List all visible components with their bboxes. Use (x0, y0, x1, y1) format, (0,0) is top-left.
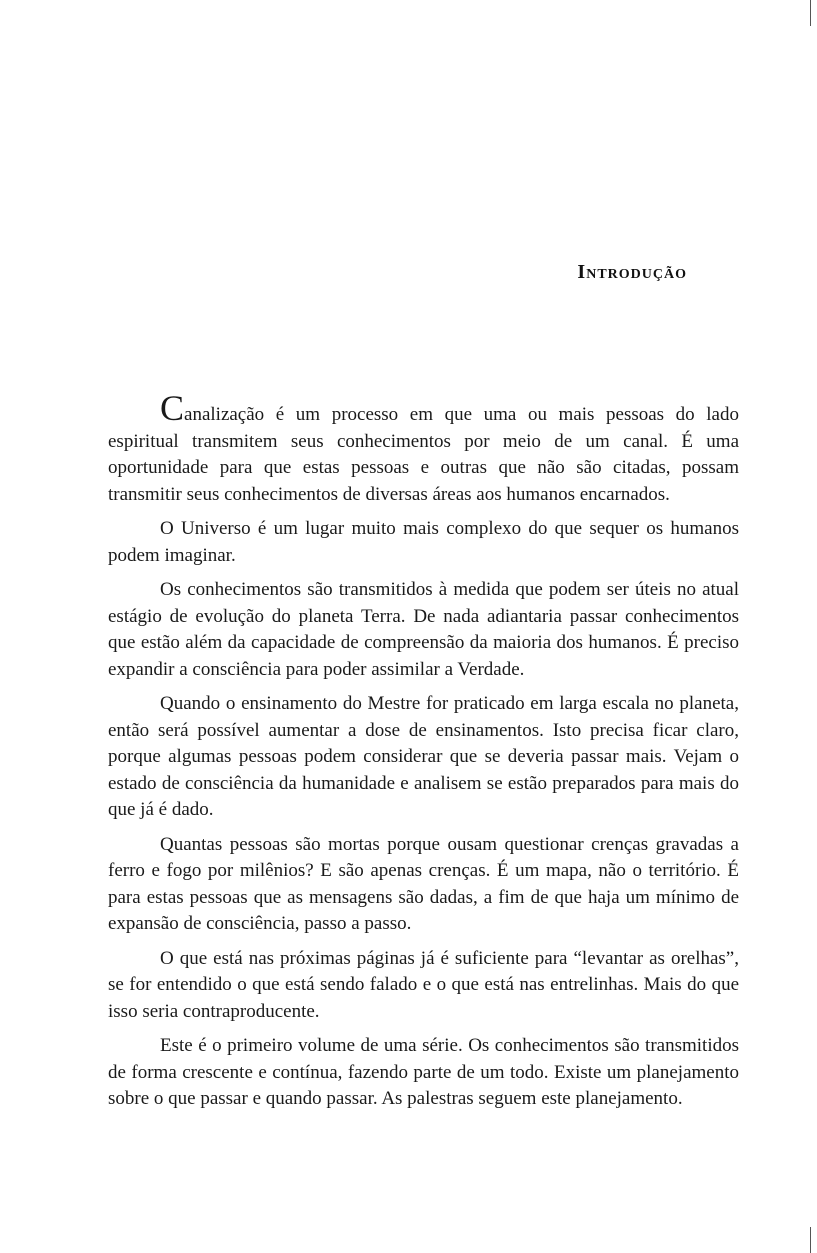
paragraph-5: Quantas pessoas são mortas porque ousam questionar crenças gravadas a ferro e fogo por milênios? E são apenas crenças. É um mapa, não o território. É para estas pessoas que as mensagens são dadas, a fim de que haja um mínimo de expansão de consciência, passo a passo. (108, 833, 739, 934)
paragraph-7: Este é o primeiro volume de uma série. Os conhecimentos são transmitidos de forma crescente e contínua, fazendo parte de um todo. Existe um planejamento sobre o que passar e quando passar. As palestras seguem este planejamento. (108, 1035, 739, 1109)
chapter-title (577, 261, 687, 284)
drop-cap: C (160, 388, 185, 428)
paragraph-2: O Universo é um lugar muito mais complexo do que sequer os humanos podem imaginar. (108, 518, 739, 566)
paragraph-3: Os conhecimentos são transmitidos à medida que podem ser úteis no atual estágio de evolução do planeta Terra. De nada adiantaria passar conhecimentos que estão além da capacidade de compreensão da maioria dos humanos. É preciso expandir a consciência para poder assimilar a Verdade. (108, 579, 739, 680)
chapter-title-initial: I (577, 261, 587, 284)
chapter-title-rest: NTRODUÇÃO (586, 267, 687, 283)
paragraph-6: O que está nas próximas páginas já é suficiente para “levantar as orelhas”, se for entendido o que está sendo falado e o que está nas entrelinhas. Mais do que isso seria contraproducente. (108, 947, 739, 1022)
chapter-body (108, 388, 739, 1121)
paragraph-1 (108, 388, 739, 508)
paragraph-4: Quando o ensinamento do Mestre for praticado em larga escala no planeta, então será possível aumentar a dose de ensinamentos. Isto precisa ficar claro, porque algumas pessoas podem considerar que se deveria passar mais. Vejam o estado de consciência da humanidade e analisem se estão preparados para mais do que já é dado. (108, 693, 739, 820)
paragraph-1-text: analização é um processo em que uma ou mais pessoas do lado espiritual transmitem seus conhecimentos por meio de um canal. É uma oportunidade para que estas pessoas e outras que não são citadas, possam transmitir seus conhecimentos de diversas áreas aos humanos encarnados. (108, 404, 739, 505)
crop-mark-bottom (810, 1227, 811, 1253)
crop-mark-top (810, 0, 811, 26)
